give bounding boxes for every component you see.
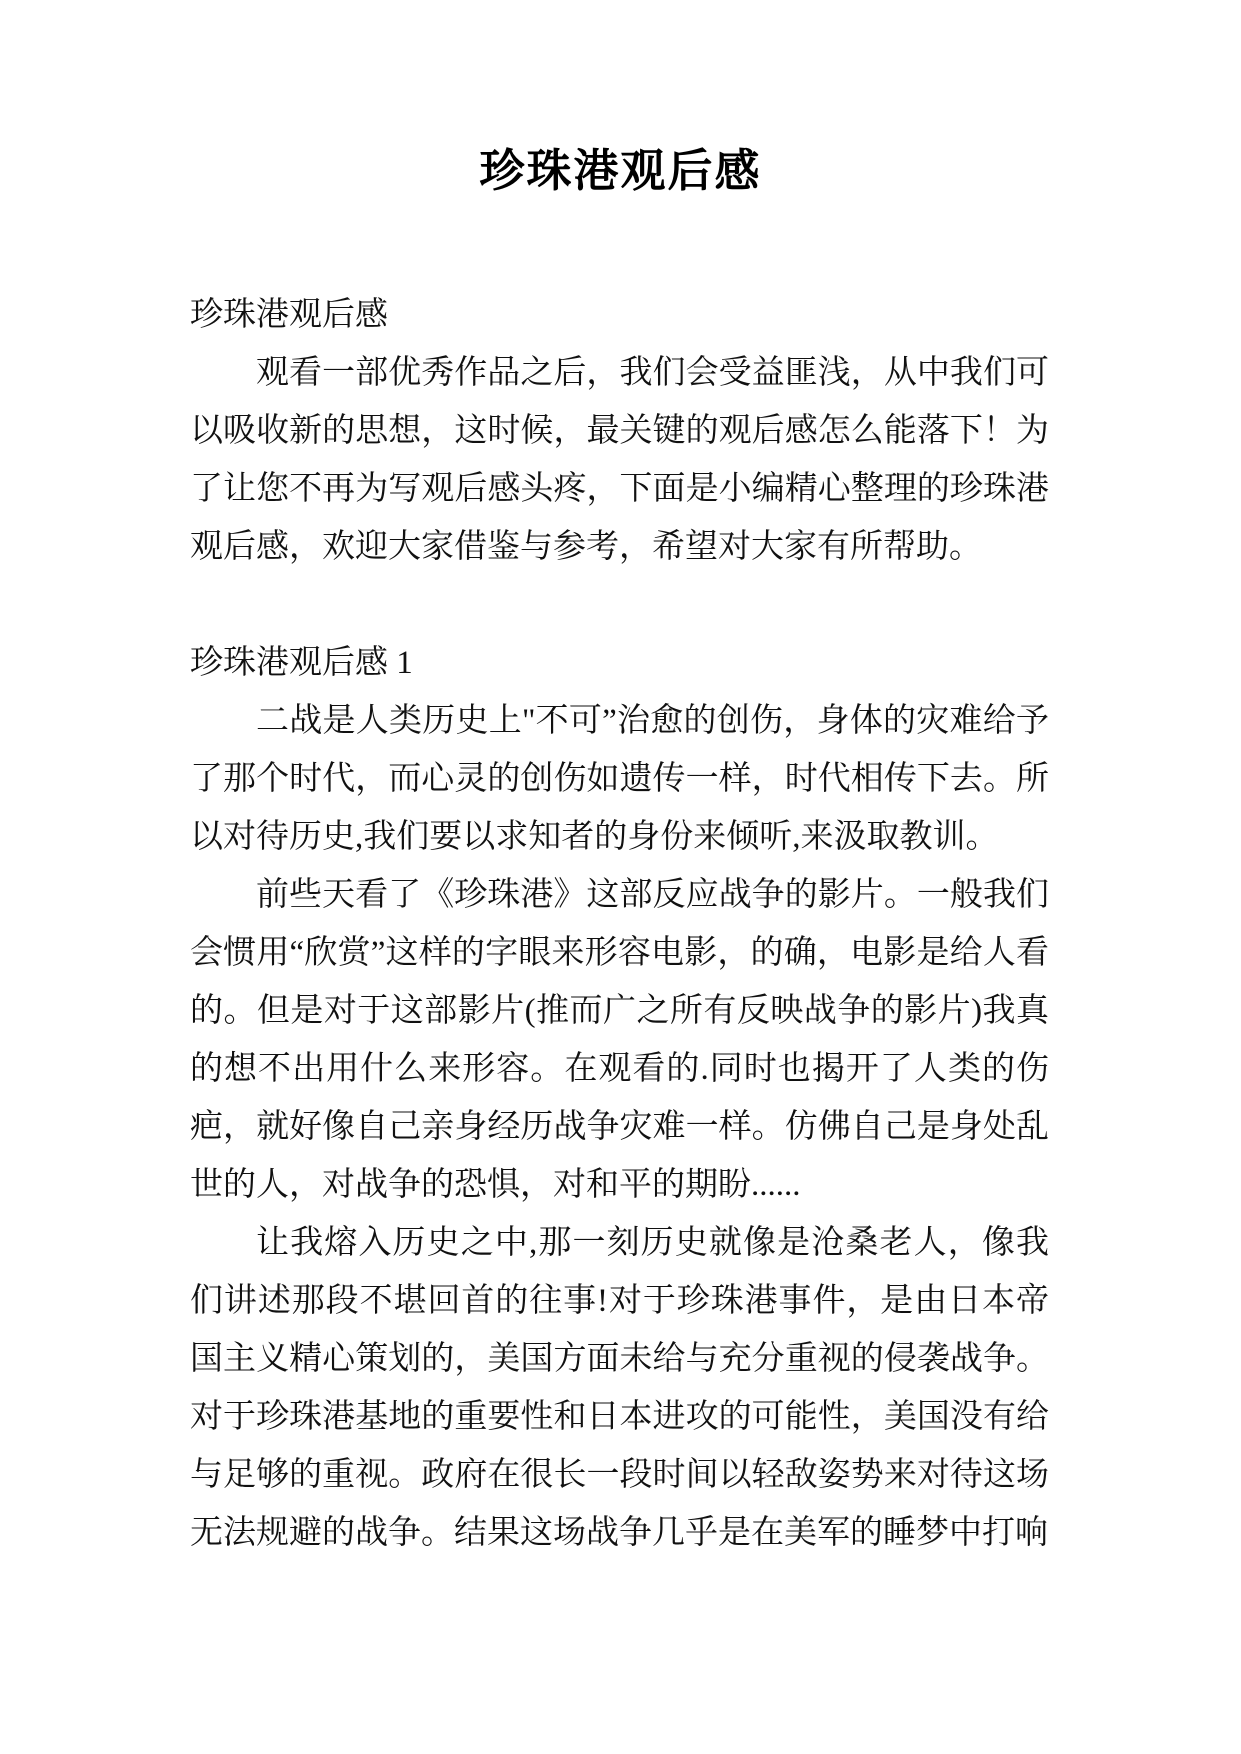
section-paragraph: 二战是人类历史上"不可”治愈的创伤，身体的灾难给予了那个时代，而心灵的创伤如遗传一样，时代相传下去。所以对待历史,我们要以求知者的身份来倾听,来汲取教训。	[190, 703, 1049, 855]
paragraph-lead: 珍珠港观后感	[190, 297, 388, 333]
document-title: 珍珠港观后感	[479, 146, 762, 196]
document-body	[0, 286, 1241, 1562]
blank-line	[190, 576, 1049, 634]
section-heading: 珍珠港观后感 1	[190, 645, 413, 681]
paragraph-intro: 观看一部优秀作品之后，我们会受益匪浅，从中我们可以吸收新的思想，这时候，最关键的观后感怎么能落下！为了让您不再为写观后感头疼，下面是小编精心整理的珍珠港观后感，欢迎大家借鉴与参考，希望对大家有所帮助。	[190, 355, 1049, 565]
section-paragraph: 让我熔入历史之中,那一刻历史就像是沧桑老人，像我们讲述那段不堪回首的往事!对于珍珠港事件，是由日本帝国主义精心策划的，美国方面未给与充分重视的侵袭战争。对于珍珠港基地的重要性和日本进攻的可能性，美国没有给与足够的重视。政府在很长一段时间以轻敌姿势来对待这场无法规避的战争。结果这场战争几乎是在美军的睡梦中打响	[190, 1225, 1049, 1551]
section-paragraph: 前些天看了《珍珠港》这部反应战争的影片。一般我们会惯用“欣赏”这样的字眼来形容电影，的确，电影是给人看的。但是对于这部影片(推而广之所有反映战争的影片)我真的想不出用什么来形容。在观看的.同时也揭开了人类的伤疤，就好像自己亲身经历战争灾难一样。仿佛自己是身处乱世的人，对战争的恐惧，对和平的期盼......	[190, 877, 1049, 1203]
